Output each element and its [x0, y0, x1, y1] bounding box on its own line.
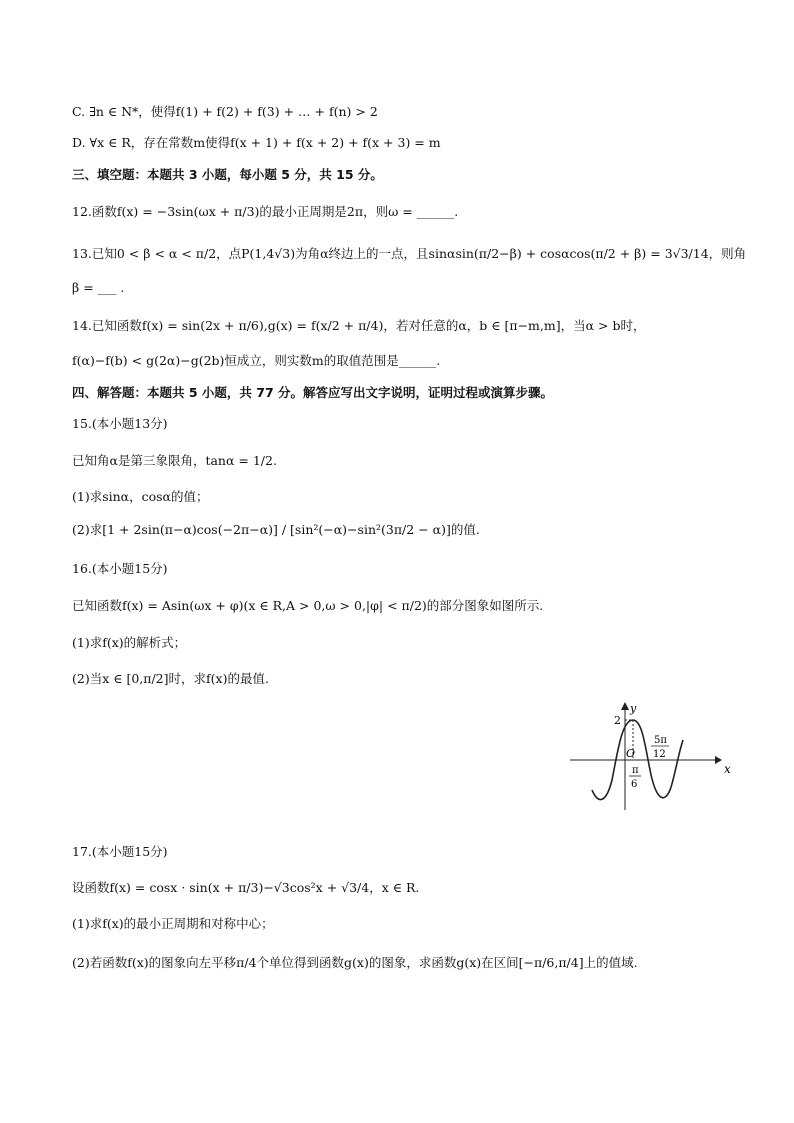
label-pi-over-6-den: 6 [631, 779, 638, 790]
question-13-line1: 13.已知0 < β < α < π/2，点P(1,4√3)为角α终边上的一点，且sinαsin(π/2−β) + cosαcos(π/2 + β) = 3√3/14，则角 [72, 246, 747, 261]
question-16-header: 16.(本小题15分) [72, 561, 168, 576]
y-axis-label: y [630, 702, 637, 715]
question-15-header: 15.(本小题13分) [72, 416, 168, 431]
x-axis-label: x [724, 762, 731, 776]
question-14-line2: f(α)−f(b) < g(2α)−g(2b)恒成立，则实数m的取值范围是______. [72, 353, 441, 368]
section-3-heading: 三、填空题：本题共 3 小题，每小题 5 分，共 15 分。 [72, 167, 383, 182]
question-15-part1: (1)求sinα，cosα的值； [72, 489, 209, 504]
question-17-part1: (1)求f(x)的最小正周期和对称中心； [72, 916, 274, 931]
label-pi-over-6-num: π [632, 765, 639, 776]
question-16-part1: (1)求f(x)的解析式； [72, 635, 187, 650]
question-14-line1: 14.已知函数f(x) = sin(2x + π/6),g(x) = f(x/2 + π/4)，若对任意的α，b ∈ [π−m,m]，当α > b时， [72, 318, 646, 333]
question-17-part2: (2)若函数f(x)的图象向左平移π/4个单位得到函数g(x)的图象，求函数g(x)在区间[−π/6,π/4]上的值域. [72, 955, 638, 970]
label-5pi-over-12-den: 12 [653, 749, 666, 760]
y-axis-arrow-icon [621, 702, 629, 710]
question-15-part2: (2)求[1 + 2sin(π−α)cos(−2π−α)] / [sin²(−α)−sin²(3π/2 − α)]的值. [72, 522, 480, 537]
question-15-stem: 已知角α是第三象限角，tanα = 1/2. [72, 453, 277, 468]
option-c: C. ∃n ∈ N*，使得f(1) + f(2) + f(3) + … + f(n) > 2 [72, 104, 378, 119]
sine-graph [570, 700, 730, 820]
x-axis-arrow-icon [715, 756, 722, 764]
question-13-line2: β = ___ . [72, 280, 125, 295]
question-16-part2: (2)当x ∈ [0,π/2]时，求f(x)的最值. [72, 671, 269, 686]
origin-label: O [626, 747, 636, 760]
question-17-header: 17.(本小题15分) [72, 844, 168, 859]
question-17-stem: 设函数f(x) = cosx · sin(x + π/3)−√3cos²x + √3/4，x ∈ R. [72, 880, 420, 895]
section-4-heading: 四、解答题：本题共 5 小题，共 77 分。解答应写出文字说明，证明过程或演算步骤。 [72, 385, 554, 400]
question-16-stem: 已知函数f(x) = Asin(ωx + φ)(x ∈ R,A > 0,ω > 0,|φ| < π/2)的部分图象如图所示. [72, 598, 544, 613]
question-12: 12.函数f(x) = −3sin(ωx + π/3)的最小正周期是2π，则ω = ______. [72, 204, 459, 219]
y-tick-2: 2 [614, 714, 621, 727]
option-d: D. ∀x ∈ R，存在常数m使得f(x + 1) + f(x + 2) + f(x + 3) = m [72, 135, 441, 150]
label-5pi-over-12-num: 5π [654, 735, 667, 746]
